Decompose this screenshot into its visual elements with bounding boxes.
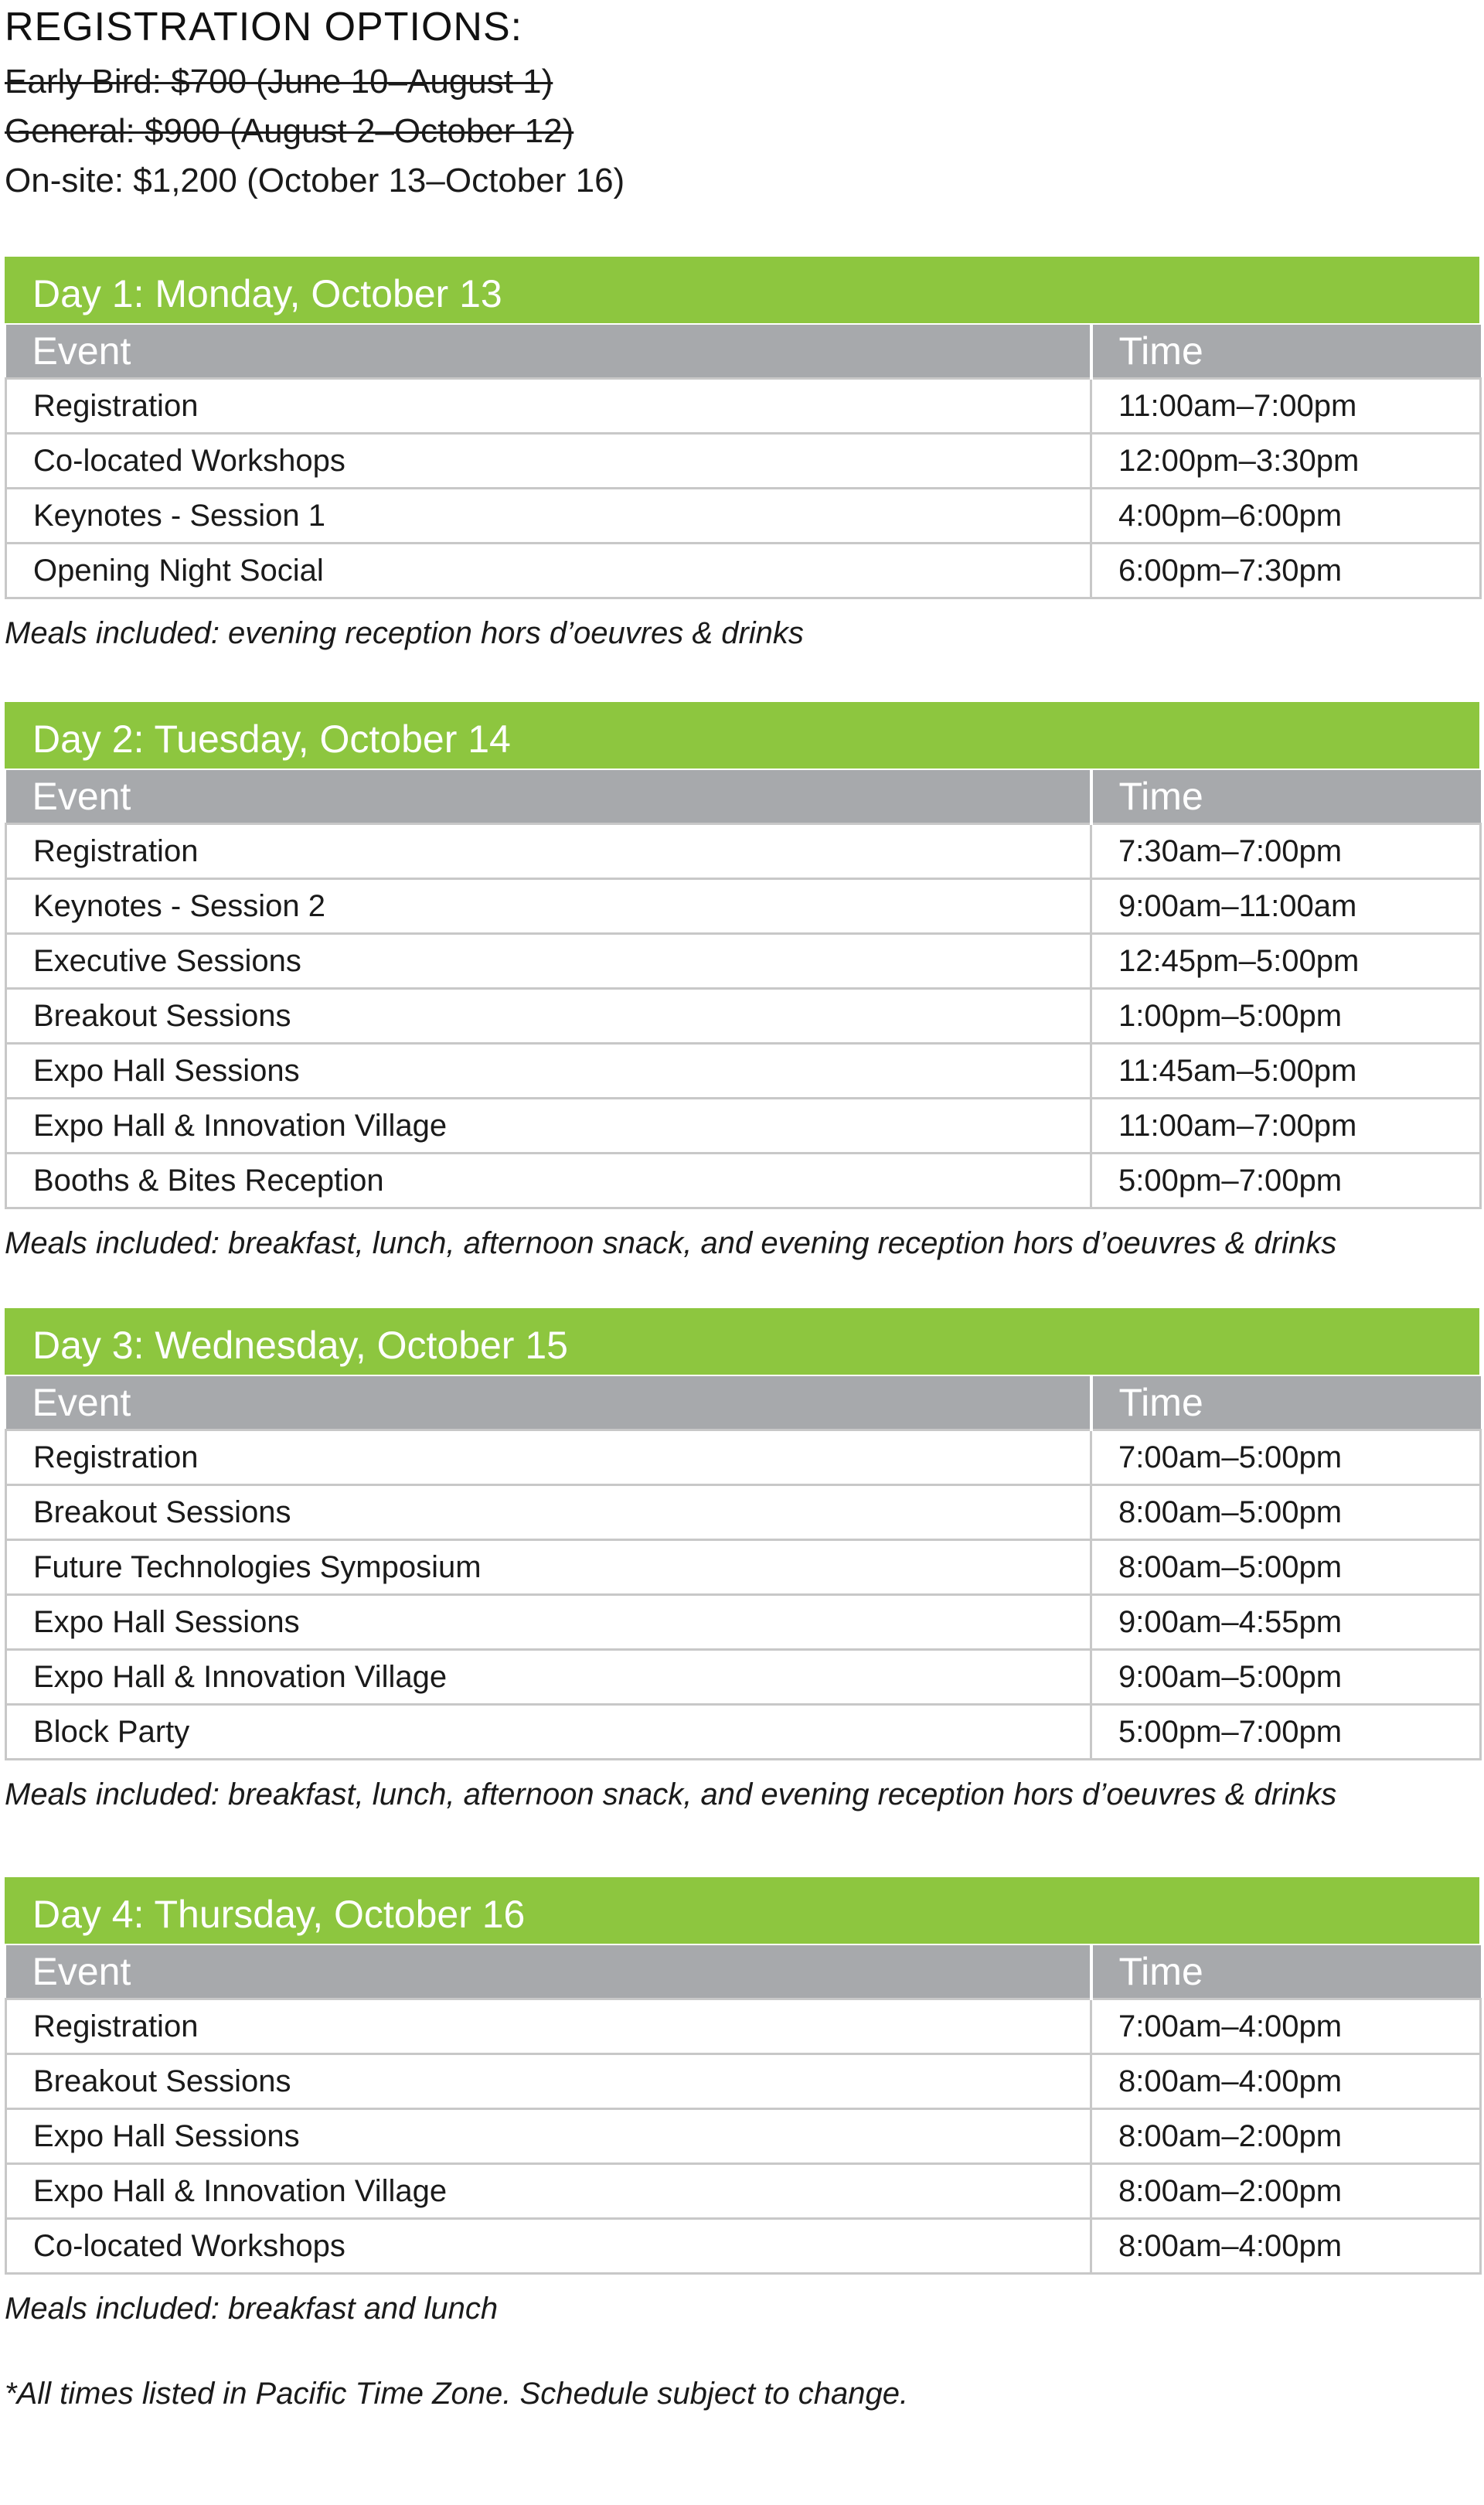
time-cell: 7:00am–4:00pm: [1091, 1999, 1481, 2054]
day-2-section: [5, 702, 1479, 1266]
table-header-row: [6, 325, 1481, 379]
day-header: Day 1: Monday, October 13: [5, 257, 1479, 323]
time-cell: 7:30am–7:00pm: [1091, 824, 1481, 879]
schedule-table: [5, 1376, 1482, 1760]
schedule-table: [5, 770, 1482, 1209]
time-cell: 9:00am–11:00am: [1091, 879, 1481, 934]
event-cell: Breakout Sessions: [6, 989, 1091, 1044]
time-cell: 11:45am–5:00pm: [1091, 1044, 1481, 1099]
event-cell: Expo Hall Sessions: [6, 1044, 1091, 1099]
day-3-section: [5, 1308, 1479, 1818]
time-cell: 8:00am–2:00pm: [1091, 2109, 1481, 2164]
schedule-table: [5, 1945, 1482, 2275]
table-row: [6, 544, 1481, 598]
event-cell: Breakout Sessions: [6, 1485, 1091, 1540]
table-row: [6, 1430, 1481, 1485]
time-column-header: Time: [1091, 1376, 1481, 1430]
table-row: [6, 1485, 1481, 1540]
event-cell: Registration: [6, 1999, 1091, 2054]
event-cell: Co-located Workshops: [6, 2219, 1091, 2274]
table-row: [6, 2164, 1481, 2219]
meals-note: Meals included: evening reception hors d’oeuvres & drinks: [5, 616, 804, 650]
table-row: [6, 879, 1481, 934]
table-header-row: [6, 1376, 1481, 1430]
schedule-table: [5, 325, 1482, 599]
table-row: [6, 1650, 1481, 1705]
registration-title: REGISTRATION OPTIONS:: [5, 5, 523, 49]
day-1-section: [5, 257, 1479, 656]
time-column-header: Time: [1091, 325, 1481, 379]
registration-option-onsite: On-site: $1,200 (October 13–October 16): [5, 162, 625, 199]
event-column-header: Event: [6, 325, 1091, 379]
time-cell: 6:00pm–7:30pm: [1091, 544, 1481, 598]
day-header: Day 2: Tuesday, October 14: [5, 702, 1479, 769]
event-cell: Keynotes - Session 1: [6, 489, 1091, 544]
event-cell: Registration: [6, 1430, 1091, 1485]
event-cell: Keynotes - Session 2: [6, 879, 1091, 934]
time-cell: 5:00pm–7:00pm: [1091, 1154, 1481, 1208]
event-cell: Executive Sessions: [6, 934, 1091, 989]
event-cell: Expo Hall & Innovation Village: [6, 1099, 1091, 1154]
event-cell: Registration: [6, 824, 1091, 879]
time-cell: 1:00pm–5:00pm: [1091, 989, 1481, 1044]
event-column-header: Event: [6, 770, 1091, 824]
table-row: [6, 489, 1481, 544]
time-cell: 8:00am–4:00pm: [1091, 2054, 1481, 2109]
time-cell: 12:00pm–3:30pm: [1091, 434, 1481, 489]
time-cell: 5:00pm–7:00pm: [1091, 1705, 1481, 1760]
table-row: [6, 2054, 1481, 2109]
day-4-section: [5, 1877, 1479, 2332]
time-cell: 8:00am–5:00pm: [1091, 1540, 1481, 1595]
table-row: [6, 1999, 1481, 2054]
timezone-footnote: *All times listed in Pacific Time Zone. Schedule subject to change.: [5, 2377, 909, 2411]
table-row: [6, 824, 1481, 879]
event-cell: Opening Night Social: [6, 544, 1091, 598]
time-cell: 8:00am–2:00pm: [1091, 2164, 1481, 2219]
time-cell: 7:00am–5:00pm: [1091, 1430, 1481, 1485]
event-cell: Expo Hall Sessions: [6, 1595, 1091, 1650]
registration-option-general: General: $900 (August 2–October 12): [5, 112, 574, 150]
time-column-header: Time: [1091, 1945, 1481, 1999]
event-cell: Co-located Workshops: [6, 434, 1091, 489]
table-row: [6, 2109, 1481, 2164]
time-cell: 8:00am–4:00pm: [1091, 2219, 1481, 2274]
event-cell: Future Technologies Symposium: [6, 1540, 1091, 1595]
time-cell: 11:00am–7:00pm: [1091, 379, 1481, 434]
event-cell: Expo Hall & Innovation Village: [6, 1650, 1091, 1705]
table-row: [6, 934, 1481, 989]
event-cell: Block Party: [6, 1705, 1091, 1760]
day-header: Day 3: Wednesday, October 15: [5, 1308, 1479, 1375]
meals-note: Meals included: breakfast and lunch: [5, 2292, 499, 2326]
table-header-row: [6, 1945, 1481, 1999]
table-row: [6, 1540, 1481, 1595]
registration-options: [5, 57, 625, 206]
table-header-row: [6, 770, 1481, 824]
event-cell: Booths & Bites Reception: [6, 1154, 1091, 1208]
registration-option-early-bird: Early Bird: $700 (June 10–August 1): [5, 63, 553, 101]
event-column-header: Event: [6, 1945, 1091, 1999]
table-row: [6, 2219, 1481, 2274]
table-row: [6, 1705, 1481, 1760]
meals-note: Meals included: breakfast, lunch, afternoon snack, and evening reception hors d’oeuvres & drinks: [5, 1777, 1337, 1811]
event-column-header: Event: [6, 1376, 1091, 1430]
table-row: [6, 1044, 1481, 1099]
day-header: Day 4: Thursday, October 16: [5, 1877, 1479, 1944]
time-cell: 4:00pm–6:00pm: [1091, 489, 1481, 544]
time-column-header: Time: [1091, 770, 1481, 824]
event-cell: Breakout Sessions: [6, 2054, 1091, 2109]
event-cell: Expo Hall Sessions: [6, 2109, 1091, 2164]
table-row: [6, 1099, 1481, 1154]
event-cell: Registration: [6, 379, 1091, 434]
time-cell: 9:00am–5:00pm: [1091, 1650, 1481, 1705]
table-row: [6, 1154, 1481, 1208]
time-cell: 11:00am–7:00pm: [1091, 1099, 1481, 1154]
table-row: [6, 1595, 1481, 1650]
table-row: [6, 434, 1481, 489]
meals-note: Meals included: breakfast, lunch, afternoon snack, and evening reception hors d’oeuvres & drinks: [5, 1226, 1337, 1260]
table-row: [6, 379, 1481, 434]
time-cell: 12:45pm–5:00pm: [1091, 934, 1481, 989]
time-cell: 9:00am–4:55pm: [1091, 1595, 1481, 1650]
time-cell: 8:00am–5:00pm: [1091, 1485, 1481, 1540]
table-row: [6, 989, 1481, 1044]
event-cell: Expo Hall & Innovation Village: [6, 2164, 1091, 2219]
